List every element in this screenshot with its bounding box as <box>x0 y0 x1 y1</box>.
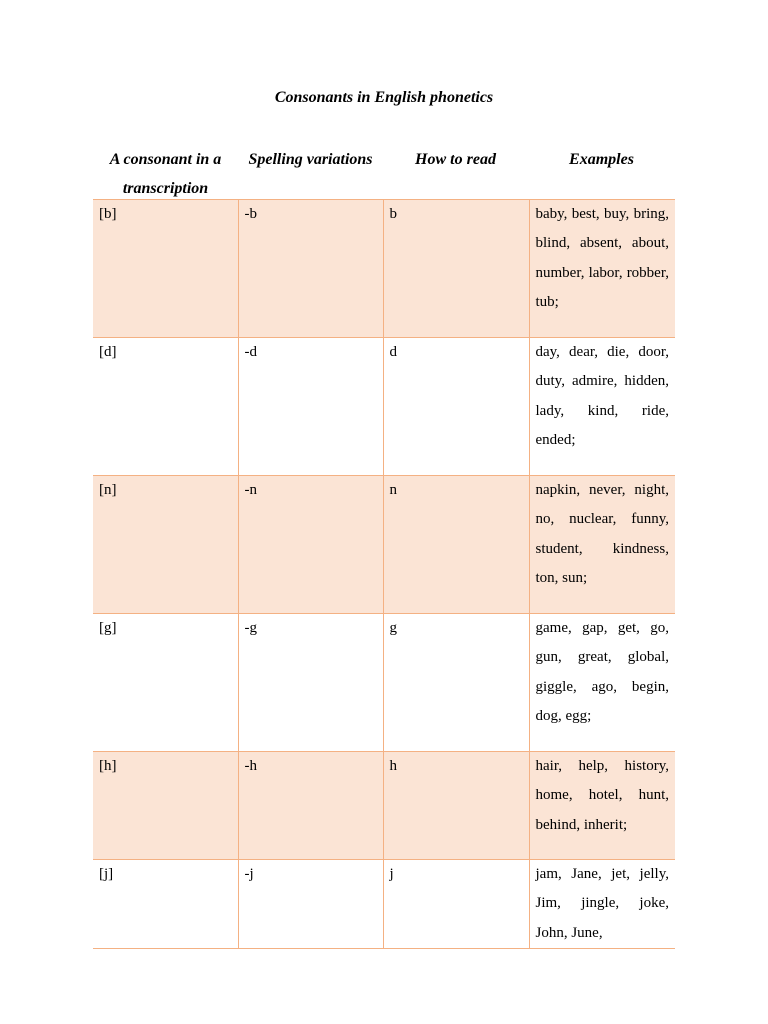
examples-cell: day, dear, die, door, duty, admire, hidden, lady, kind, ride, ended; <box>529 338 675 476</box>
examples-cell: jam, Jane, jet, jelly, Jim, jingle, joke, John, June, <box>529 860 675 949</box>
consonant-cell: [d] <box>93 338 238 476</box>
spelling-cell: -h <box>238 752 383 860</box>
header-examples: Examples <box>569 151 634 168</box>
header-consonant: A consonant in a transcription <box>109 151 222 197</box>
consonant-cell: [j] <box>93 860 238 949</box>
consonant-cell: [h] <box>93 752 238 860</box>
header-how-to-read: How to read <box>415 151 496 168</box>
read-cell: d <box>383 338 529 476</box>
spelling-cell: -j <box>238 860 383 949</box>
spelling-cell: -n <box>238 476 383 614</box>
spelling-cell: -g <box>238 614 383 752</box>
examples-cell: napkin, never, night, no, nuclear, funny, student, kindness, ton, sun; <box>529 476 675 614</box>
table-header <box>93 145 675 199</box>
spelling-cell: -b <box>238 200 383 338</box>
consonant-cell: [n] <box>93 476 238 614</box>
consonants-table <box>93 199 675 949</box>
read-cell: b <box>383 200 529 338</box>
read-cell: h <box>383 752 529 860</box>
examples-cell: baby, best, buy, bring, blind, absent, about, number, labor, robber, tub; <box>529 200 675 338</box>
table-row <box>93 200 675 338</box>
consonant-cell: [b] <box>93 200 238 338</box>
spelling-cell: -d <box>238 338 383 476</box>
examples-cell: hair, help, history, home, hotel, hunt, behind, inherit; <box>529 752 675 860</box>
examples-cell: game, gap, get, go, gun, great, global, giggle, ago, begin, dog, egg; <box>529 614 675 752</box>
table-row <box>93 614 675 752</box>
table-row <box>93 476 675 614</box>
read-cell: n <box>383 476 529 614</box>
table-row <box>93 338 675 476</box>
consonant-cell: [g] <box>93 614 238 752</box>
read-cell: j <box>383 860 529 949</box>
header-spelling: Spelling variations <box>248 151 373 168</box>
table-row <box>93 752 675 860</box>
page-title: Consonants in English phonetics <box>274 89 494 106</box>
read-cell: g <box>383 614 529 752</box>
table-row <box>93 860 675 949</box>
